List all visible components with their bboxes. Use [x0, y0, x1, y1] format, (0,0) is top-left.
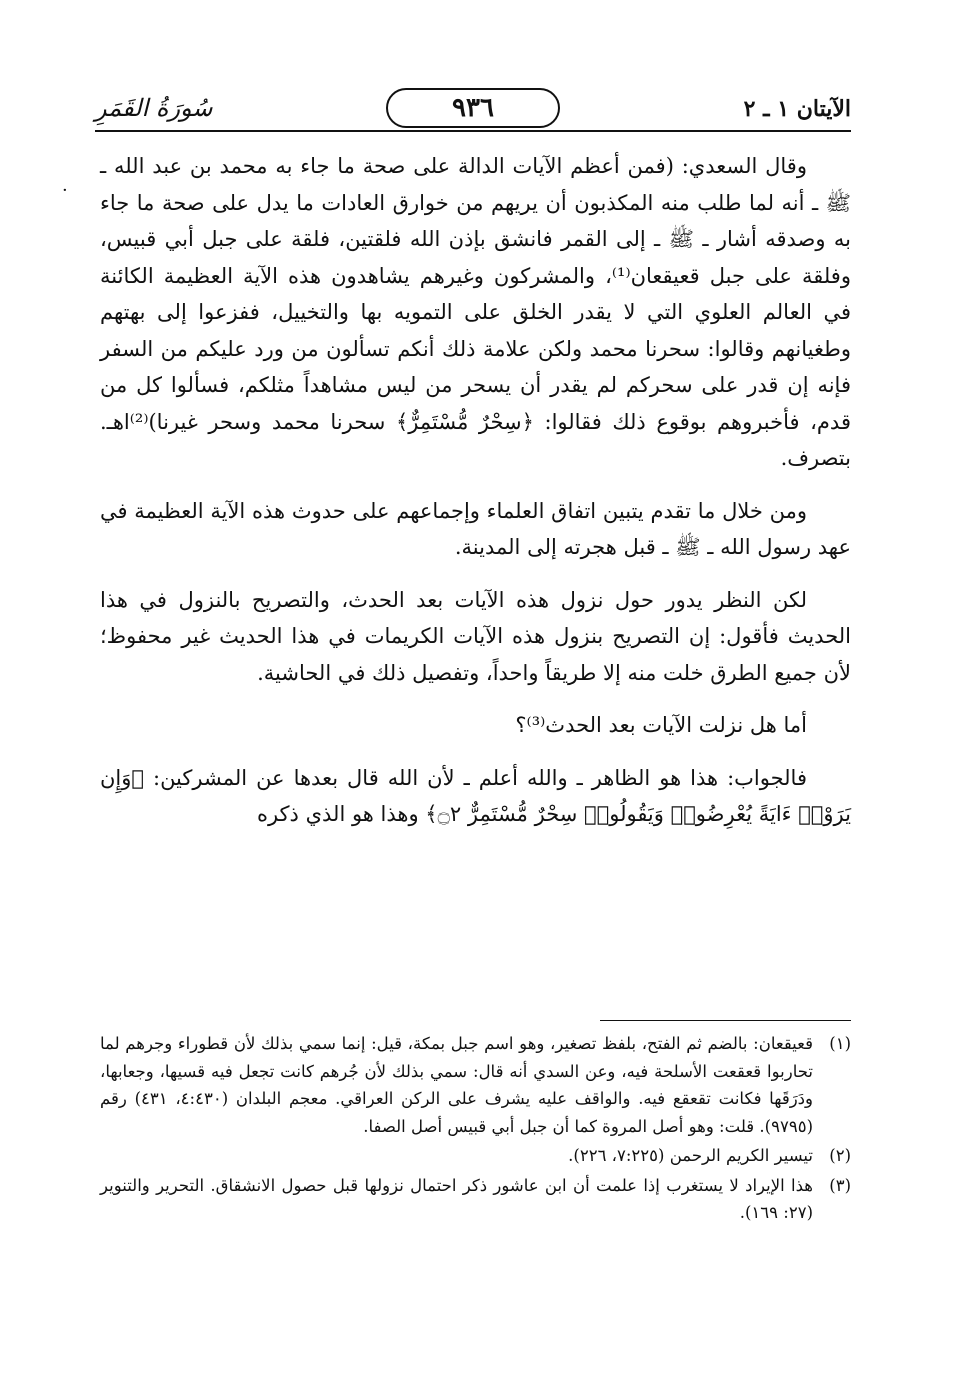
footnote-number: (٣)	[829, 1175, 851, 1195]
paragraph: وقال السعدي: (فمن أعظم الآيات الدالة على صحة ما جاء به محمد بن عبد الله ـ ﷺ ـ أنه لما طلب منه المكذبون أن يريهم من خوارق العادات ما يدل على صحة ما جاء به وصدقه أشار ـ ﷺ ـ إلى القمر فانشق بإذن الله فلقتين، فلقة على جبل أبي قبيس، وفلقة على جبل قعيقعان⁽¹⁾، والمشركون وغيرهم يشاهدون هذه الآية العظيمة الكائنة في العالم العلوي التي لا يقدر الخلق على التمويه بها والتخييل، ففزعوا إلى بهتهم وطغيانهم وقالوا: سحرنا محمد ولكن علامة ذلك أنكم تسألون من ورد عليكم من السفر فإنه إن قدر على سحركم لم يقدر أن يسحر من ليس مشاهداً مثلكم، فسألوا كل من قدم، فأخبروهم بوقوع ذلك فقالوا: ﴿سِحْرٌ مُّسْتَمِرٌّ﴾ سحرنا محمد وسحر غيرنا)⁽²⁾اهـ. بتصرف.	[100, 154, 851, 470]
main-text	[100, 148, 851, 833]
paragraph: أما هل نزلت الآيات بعد الحدث⁽³⁾؟	[515, 713, 807, 737]
footnote-text: هذا الإيراد لا يستغرب إذا علمت أن ابن عاشور ذكر احتمال نزولها قبل حصول الانشقاق. التحرير والتنوير (٢٧: ١٦٩).	[100, 1175, 813, 1222]
verses-label: الآيتان ١ ـ ٢	[743, 96, 851, 122]
paragraph: ومن خلال ما تقدم يتبين اتفاق العلماء وإجماعهم على حدوث هذه الآية العظيمة في عهد رسول الله ـ ﷺ ـ قبل هجرته إلى المدينة.	[100, 498, 851, 559]
header-rule	[95, 130, 851, 132]
page-number: ٩٣٦	[386, 88, 560, 128]
footnote-text: قعيقعان: بالضم ثم الفتح، بلفظ تصغير، وهو اسم جبل بمكة، قيل: إنما سمي بذلك لأن قطوراء وجرهم لما تحاربوا قعقعت الأسلحة فيه، وعن السدي أنه قال: سمي بذلك لأن جُرهم كانت تجعل فيه قسيها، وجعابها، ودَرَقَها فكانت تقعقع فيه. والواقف عليه يشرف على الركن العراقي. معجم البلدان (٤:٤٣٠، ٤٣١) رقم (٩٧٩٥). قلت: وهو أصل المروة كما أن جبل أبي قبيس أصل الصفا.	[100, 1034, 813, 1136]
footnotes	[100, 1030, 851, 1229]
paragraph: لكن النظر يدور حول نزول هذه الآيات بعد الحدث، والتصريح بالنزول في هذا الحديث فأقول: إن التصريح بنزول هذه الآيات الكريمات في هذا الحديث غير محفوظ؛ لأن جميع الطرق خلت منه إلا طريقاً واحداً، وتفصيل ذلك في الحاشية.	[100, 587, 851, 685]
footnote	[100, 1172, 851, 1227]
page-header	[95, 88, 851, 138]
footnote	[100, 1030, 851, 1140]
footnote-number: (٢)	[829, 1146, 851, 1165]
footnote-text: تيسير الكريم الرحمن (٧:٢٢٥، ٢٢٦).	[568, 1146, 813, 1165]
stray-mark: ·	[62, 180, 68, 201]
footnote-rule	[600, 1020, 851, 1021]
footnote-number: (١)	[829, 1034, 851, 1053]
footnote	[100, 1142, 851, 1170]
paragraph: فالجواب: هذا هو الظاهر ـ والله أعلم ـ لأن الله قال بعدها عن المشركين: ﴿وَإِن يَرَوْا۟ ءَايَةً يُعْرِضُوا۟ وَيَقُولُوا۟ سِحْرٌ مُّسْتَمِرٌّ ۝٢﴾ وهذا هو الذي ذكره	[100, 765, 851, 826]
surah-name: سُورَةُ القَمَرِ	[95, 94, 213, 122]
